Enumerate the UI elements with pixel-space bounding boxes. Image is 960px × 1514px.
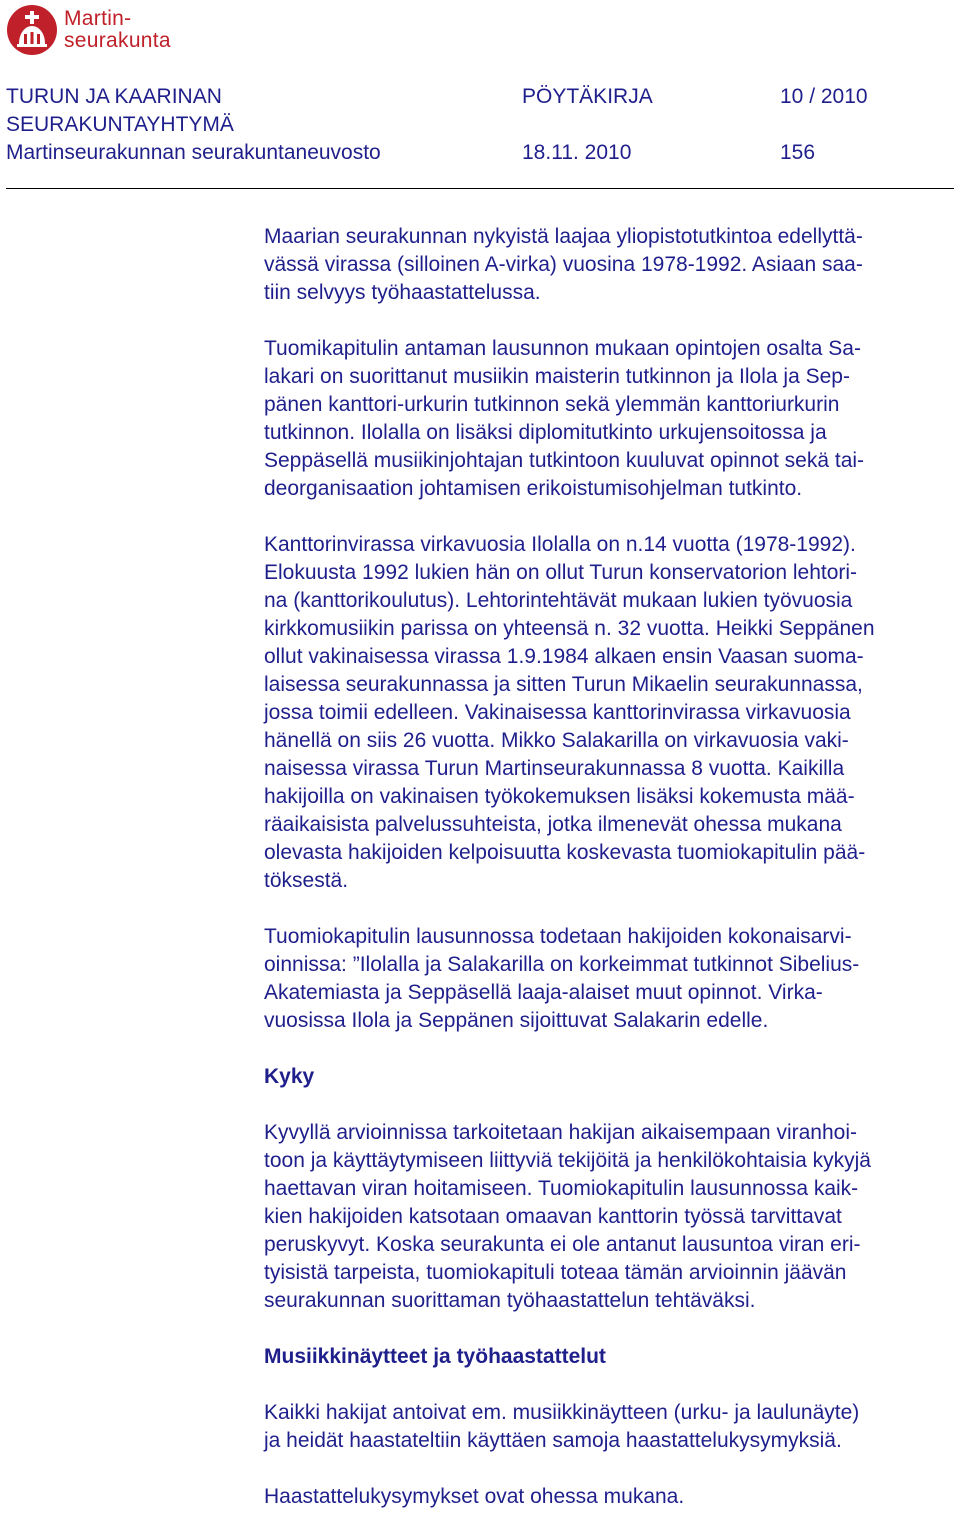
text-line: deorganisaation johtamisen erikoistumisohjelman tutkinto. xyxy=(264,477,803,500)
paragraph-ability xyxy=(264,1119,958,1315)
board-name: Martinseurakunnan seurakuntaneuvosto xyxy=(6,141,381,164)
text-line: tiin selvyys työhaastattelussa. xyxy=(264,281,541,304)
text-line: räaikaisista palvelussuhteista, jotka ilmenevät ohessa mukana xyxy=(264,813,842,836)
paragraph-education-background xyxy=(264,223,958,307)
text-line: toon ja käyttäytymiseen liittyviä tekijöitä ja henkilökohtaisia kykyjä xyxy=(264,1149,871,1172)
text-line: kirkkomusiikin parissa on yhteensä n. 32 vuotta. Heikki Seppänen xyxy=(264,617,875,640)
org-name-line1: TURUN JA KAARINAN xyxy=(6,85,222,108)
org-name-line2: SEURAKUNTAYHTYMÄ xyxy=(6,113,234,136)
organization-logo xyxy=(6,2,171,58)
logo-text-line1: Martin- xyxy=(64,7,132,30)
text-line: hänellä on siis 26 vuotta. Mikko Salakarilla on virkavuosia vaki- xyxy=(264,729,849,752)
text-line: peruskyvyt. Koska seurakunta ei ole antanut lausuntoa viran eri- xyxy=(264,1233,861,1256)
text-line: kien hakijoiden katsotaan omaavan kanttorin työssä tarvittavat xyxy=(264,1205,842,1228)
text-line: vuosissa Ilola ja Seppänen sijoittuvat Salakarin edelle. xyxy=(264,1009,769,1032)
text-line: Kyvyllä arvioinnissa tarkoitetaan hakijan aikaisempaan viranhoi- xyxy=(264,1121,857,1144)
meeting-number: 10 / 2010 xyxy=(780,85,868,108)
text-line: Haastattelukysymykset ovat ohessa mukana. xyxy=(264,1485,685,1508)
text-line: Tuomiokapitulin lausunnossa todetaan hakijoiden kokonaisarvi- xyxy=(264,925,852,948)
parish-emblem-icon xyxy=(6,4,58,56)
document-body xyxy=(264,223,958,1511)
text-line: ja heidät haastateltiin käyttäen samoja haastattelukysymyksiä. xyxy=(264,1429,842,1452)
header-divider xyxy=(6,188,954,189)
logo-text-line2: seurakunta xyxy=(64,29,171,52)
text-line: Tuomikapitulin antaman lausunnon mukaan opintojen osalta Sa- xyxy=(264,337,861,360)
text-line: töksestä. xyxy=(264,869,349,892)
paragraph-degrees xyxy=(264,335,958,503)
meeting-date: 18.11. 2010 xyxy=(522,141,632,164)
text-line: laisessa seurakunnassa ja sitten Turun Mikaelin seurakunnassa, xyxy=(264,673,863,696)
text-line: naisessa virassa Turun Martinseurakunnassa 8 vuotta. Kaikilla xyxy=(264,757,845,780)
text-line: hakijoilla on vakinaisen työkokemuksen lisäksi kokemusta mää- xyxy=(264,785,855,808)
text-line: pänen kanttori-urkurin tutkinnon sekä ylemmän kanttoriurkurin xyxy=(264,393,840,416)
text-line: vässä virassa (silloinen A-virka) vuosina 1978-1992. Asiaan saa- xyxy=(264,253,863,276)
paragraph-service-years xyxy=(264,531,958,895)
text-line: seurakunnan suorittaman työhaastattelun tehtäväksi. xyxy=(264,1289,756,1312)
paragraph-chapter-statement xyxy=(264,923,958,1035)
text-line: Akatemiasta ja Seppäsellä laaja-alaiset muut opinnot. Virka- xyxy=(264,981,823,1004)
text-line: olevasta hakijoiden kelpoisuutta koskevasta tuomiokapitulin pää- xyxy=(264,841,866,864)
paragraph-music-samples xyxy=(264,1399,958,1455)
paragraph-interview-questions xyxy=(264,1483,958,1511)
text-line: ollut vakinaisessa virassa 1.9.1984 alkaen ensin Vaasan suoma- xyxy=(264,645,864,668)
text-line: jossa toimii edelleen. Vakinaisessa kanttorinvirassa virkavuosia xyxy=(264,701,851,724)
text-line: haettavan viran hoitamiseen. Tuomiokapitulin lausunnossa kaik- xyxy=(264,1177,859,1200)
text-line: Kanttorinvirassa virkavuosia Ilolalla on n.14 vuotta (1978-1992). xyxy=(264,533,856,556)
text-line: Maarian seurakunnan nykyistä laajaa yliopistotutkintoa edellyttä- xyxy=(264,225,863,248)
text-line: Seppäsellä musiikinjohtajan tutkintoon kuuluvat opinnot sekä tai- xyxy=(264,449,865,472)
text-line: tutkinnon. Ilolalla on lisäksi diplomitutkinto urkujensoitossa ja xyxy=(264,421,827,444)
text-line: Kaikki hakijat antoivat em. musiikkinäytteen (urku- ja laulunäyte) xyxy=(264,1401,860,1424)
text-line: oinnissa: ”Ilolalla ja Salakarilla on korkeimmat tutkinnot Sibelius- xyxy=(264,953,860,976)
text-line: Elokuusta 1992 lukien hän on ollut Turun konservatorion lehtori- xyxy=(264,561,858,584)
text-line: na (kanttorikoulutus). Lehtorintehtävät mukaan lukien työvuosia xyxy=(264,589,853,612)
text-line: lakari on suorittanut musiikin maisterin tutkinnon ja Ilola ja Sep- xyxy=(264,365,850,388)
document-type: PÖYTÄKIRJA xyxy=(522,85,653,108)
logo-wordmark xyxy=(64,8,171,52)
section-heading-kyky: Kyky xyxy=(264,1065,315,1088)
page-number: 156 xyxy=(780,141,816,164)
section-heading-music-samples: Musiikkinäytteet ja työhaastattelut xyxy=(264,1345,606,1368)
text-line: tyisistä tarpeista, tuomiokapituli toteaa tämän arvioinnin jäävän xyxy=(264,1261,847,1284)
